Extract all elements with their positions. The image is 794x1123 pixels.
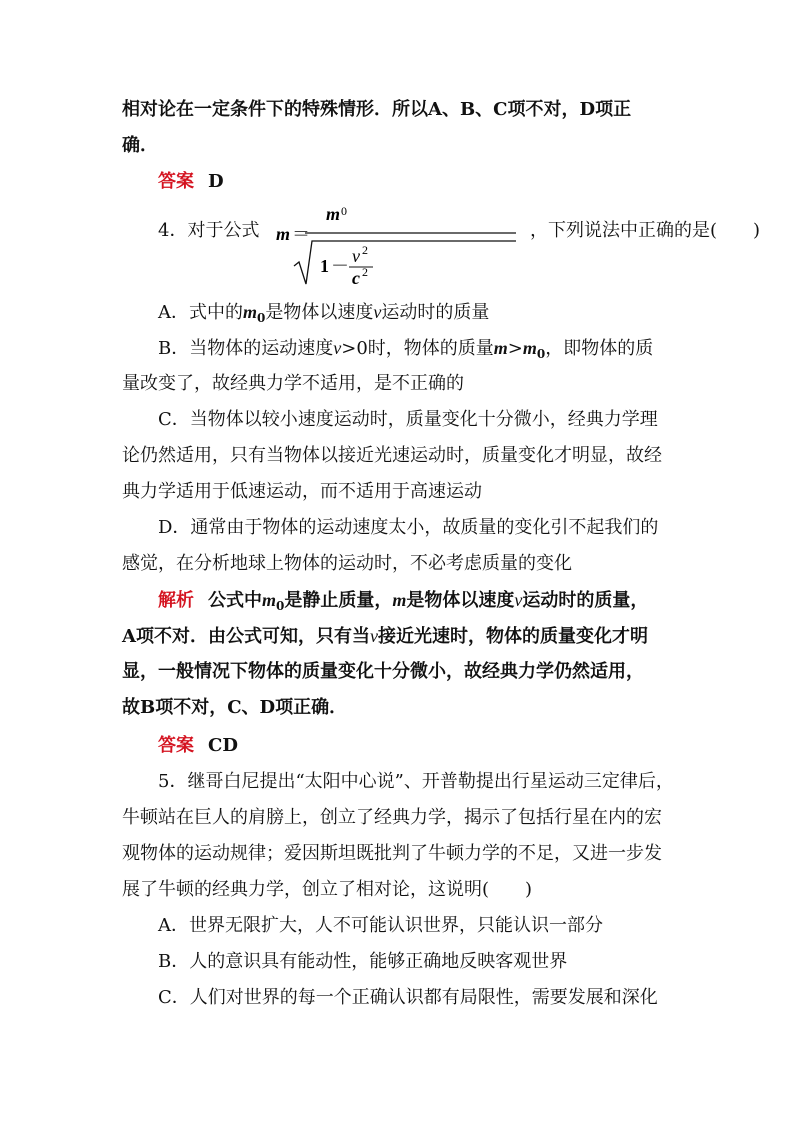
text-line: 确． xyxy=(122,135,158,156)
option-4a: A．式中的$m_0$是物体以速度v运动时的质量 xyxy=(158,302,490,325)
text-line: 相对论在一定条件下的特殊情形．所以A、B、C项不对，D项正 xyxy=(122,99,632,120)
option-4c-line2: 论仍然适用，只有当物体以接近光速运动时，质量变化才明显，故经 xyxy=(122,445,662,466)
option-5a: A．世界无限扩大，人不可能认识世界，只能认识一部分 xyxy=(158,915,603,936)
formula-equals: ＝ xyxy=(292,224,310,244)
formula-numerator-sub: 0 xyxy=(341,204,347,218)
analysis-line3: 显，一般情况下物体的质量变化十分微小，故经典力学仍然适用， xyxy=(122,661,644,682)
analysis-label: 解析 xyxy=(158,590,194,611)
formula-one: 1 xyxy=(320,256,329,276)
answer-value: D xyxy=(208,171,224,192)
answer-label: 答案 xyxy=(158,735,194,756)
option-4c-line3: 典力学适用于低速运动，而不适用于高速运动 xyxy=(122,481,482,502)
option-4d-line2: 感觉，在分析地球上物体的运动时，不必考虑质量的变化 xyxy=(122,553,572,574)
option-5b: B．人的意识具有能动性，能够正确地反映客观世界 xyxy=(158,951,568,972)
analysis-line1: 解析 公式中$m_0$是静止质量，m是物体以速度v运动时的质量， xyxy=(158,590,649,613)
question-4-stem xyxy=(158,198,761,290)
option-5c: C．人们对世界的每一个正确认识都有局限性，需要发展和深化 xyxy=(158,987,658,1008)
question-5-line1: 5．继哥白尼提出“太阳中心说”、开普勒提出行星运动三定律后， xyxy=(158,771,674,792)
question-5-line4: 展了牛顿的经典力学，创立了相对论，这说明( ) xyxy=(122,879,533,900)
formula-minus: － xyxy=(331,256,349,276)
formula-v-exp: 2 xyxy=(362,243,368,257)
formula-lhs: m xyxy=(276,224,291,244)
formula-numerator: m xyxy=(326,204,341,224)
answer-line xyxy=(158,170,677,194)
option-4c-line1: C．当物体以较小速度运动时，质量变化十分微小，经典力学理 xyxy=(158,409,658,430)
question-4-prefix: 4．对于公式 xyxy=(158,220,260,241)
answer-label: 答案 xyxy=(158,171,194,192)
mass-formula xyxy=(272,198,528,290)
question-4-suffix: ，下列说法中正确的是( ) xyxy=(530,220,761,241)
analysis-line4: 故B项不对，C、D项正确． xyxy=(122,697,348,718)
analysis-line2: A项不对．由公式可知，只有当v接近光速时，物体的质量变化才明 xyxy=(122,626,648,647)
option-4b-line1: B．当物体的运动速度v>0时，物体的质量$m>m_0$，即物体的质 xyxy=(158,338,654,361)
question-5-line2: 牛顿站在巨人的肩膀上，创立了经典力学，揭示了包括行星在内的宏 xyxy=(122,807,662,828)
formula-c-exp: 2 xyxy=(362,265,368,279)
formula-c: c xyxy=(352,268,360,288)
answer-line xyxy=(158,734,677,758)
option-4b-line2: 量改变了，故经典力学不适用，是不正确的 xyxy=(122,373,464,394)
formula-v: v xyxy=(352,246,360,266)
option-4d-line1: D．通常由于物体的运动速度太小，故质量的变化引不起我们的 xyxy=(158,517,659,538)
answer-value: CD xyxy=(208,735,238,756)
question-5-line3: 观物体的运动规律；爱因斯坦既批判了牛顿力学的不足，又进一步发 xyxy=(122,843,662,864)
